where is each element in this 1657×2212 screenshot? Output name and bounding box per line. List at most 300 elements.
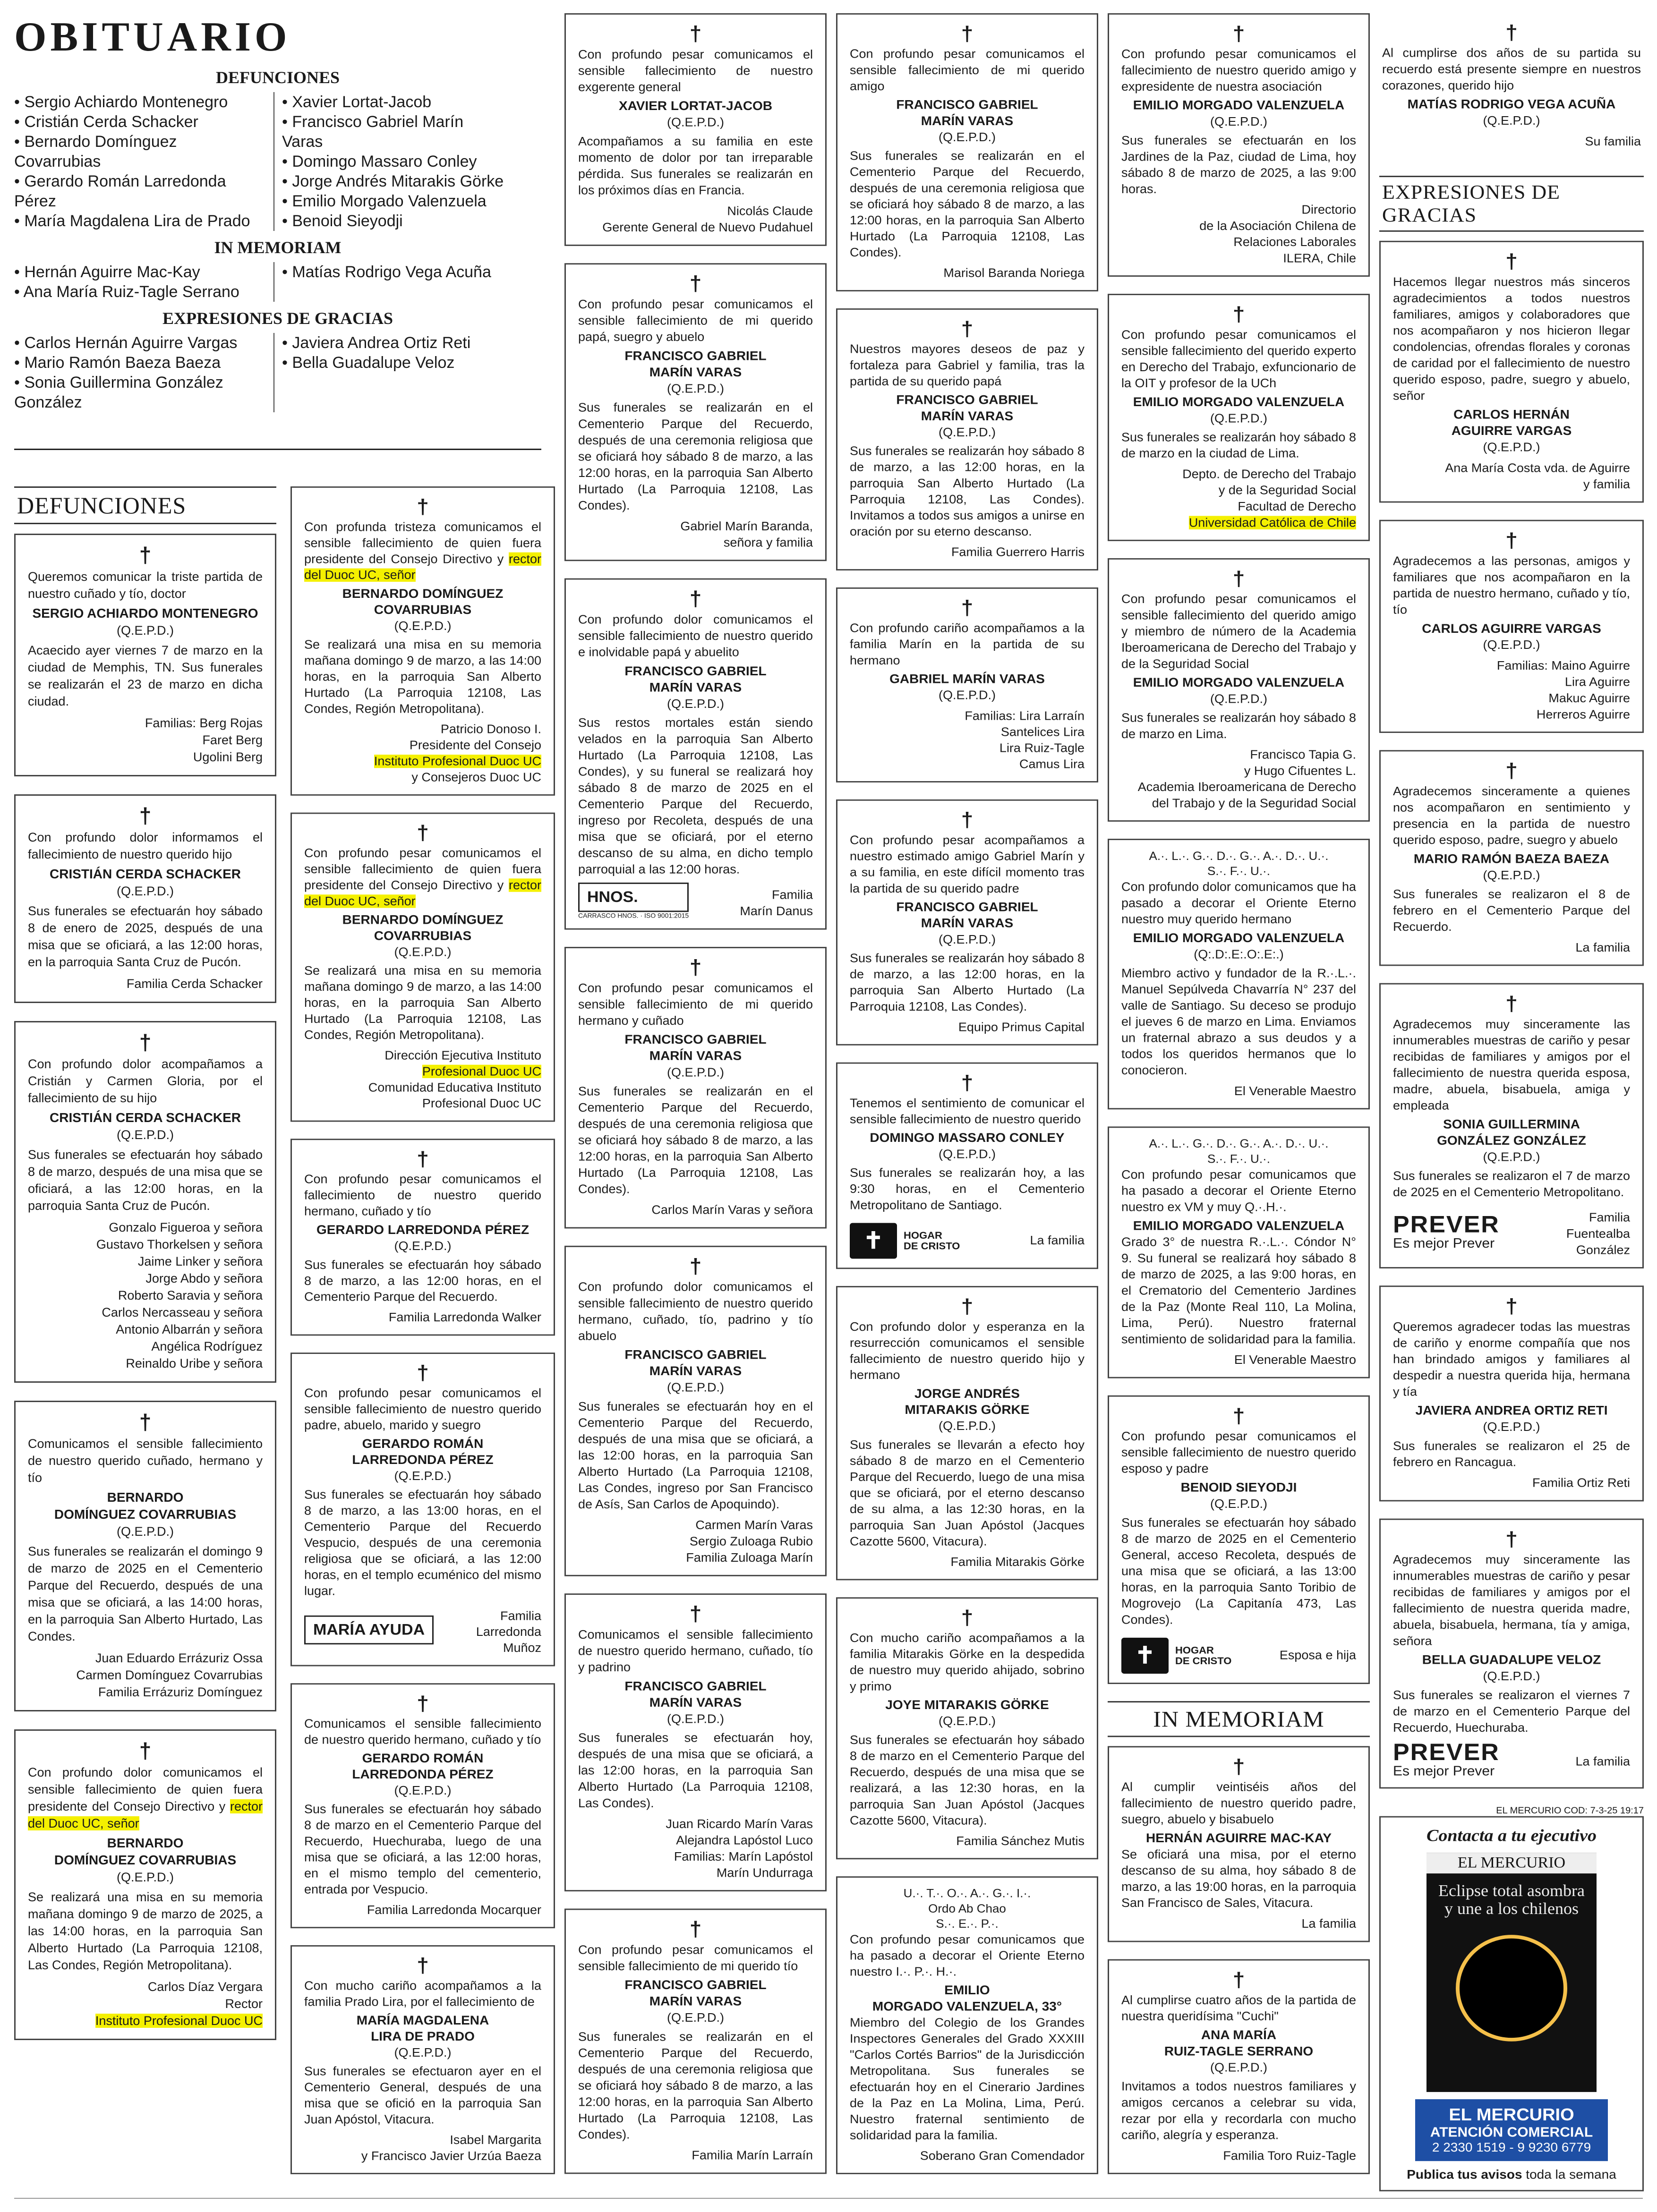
qepd-label: (Q.E.P.D.) bbox=[394, 1784, 452, 1797]
notice-signature: Familia Ortiz Reti bbox=[1532, 1476, 1630, 1490]
notice-intro: Con profundo pesar comunicamos el sensible fallecimiento del querido experto en Derecho del Trabajo, exfuncionario de la OIT y profesor de la UCh bbox=[1121, 328, 1356, 390]
obituary-notice bbox=[836, 13, 1098, 291]
deceased-name: DOMINGO MASSARO CONLEY bbox=[870, 1131, 1065, 1145]
cross-icon: † bbox=[1505, 1294, 1518, 1318]
cross-icon: † bbox=[689, 1602, 702, 1626]
index-entry: • Mario Ramón Baeza Baeza bbox=[14, 354, 221, 372]
notice-signature: Gonzalo Figueroa y señora Gustavo Thorkelsen y señora Jaime Linker y señora Jorge Abdo y señora Roberto Saravia y señora Carlos Nercasseau y señora Antonio Albarrán y señora Angélica Rodríguez Reinaldo Uribe y señora bbox=[96, 1220, 263, 1370]
notice-body: Acaecido ayer viernes 7 de marzo en la ciudad de Memphis, TN. Sus funerales se realizarán el 23 de marzo en dicha ciudad. bbox=[28, 643, 263, 708]
ad-footer: Publica tus avisos toda la semana bbox=[1407, 2167, 1616, 2182]
notice-body: Sus funerales se realizarán el domingo 9 de marzo de 2025 en el Cementerio Parque del Recuerdo, después de una misa que se oficiará, a las 14:00 horas, en la parroquia San Alberto Hurtado, Las Condes. bbox=[28, 1544, 263, 1643]
notice-signature: Familias: Lira Larraín Santelices Lira Lira Ruiz-Tagle Camus Lira bbox=[965, 709, 1085, 771]
notice-intro: Con profundo pesar comunicamos el sensible fallecimiento de mi querido papá, suegro y abuelo bbox=[578, 298, 813, 344]
notice-body: Se realizará una misa en su memoria mañana domingo 9 de marzo de 2025, a las 14:00 horas, en la parroquia San Alberto Hurtado (La Parroquia 12108, Las Condes, Región Metropolitana). bbox=[28, 1890, 263, 1972]
cross-icon: † bbox=[1232, 1967, 1245, 1991]
notice-intro: Queremos agradecer todas las muestras de cariño y enorme compañía que nos han brindado amigos y familiares al despedir a nuestra querida hija, hermana y tía bbox=[1393, 1319, 1630, 1399]
notice-intro: Con profundo pesar comunicamos el fallecimiento de nuestro querido amigo y expresidente de nuestra asociación bbox=[1121, 47, 1356, 94]
notice-intro: Agradecemos sinceramente a quienes nos acompañaron en sentimiento y presencia en la partida de nuestro querido esposo, padre, suegro y abuelo bbox=[1393, 784, 1630, 847]
notice-signature: Familias: Berg Rojas Faret Berg Ugolini Berg bbox=[145, 716, 263, 764]
index-entry: • Javiera Andrea Ortiz Reti bbox=[282, 334, 471, 352]
notice-body: Sus funerales se realizarán hoy sábado 8 de marzo en Lima. bbox=[1121, 711, 1356, 741]
cross-icon: † bbox=[1505, 1527, 1518, 1551]
cross-icon: † bbox=[417, 1692, 429, 1715]
notice-intro: Con profundo pesar comunicamos el sensible fallecimiento de mi querido amigo bbox=[850, 47, 1085, 93]
index-entry: • Francisco Gabriel Marín Varas bbox=[282, 113, 464, 151]
cross-icon: † bbox=[139, 803, 152, 828]
notice-intro: Con mucho cariño acompañamos a la familia Prado Lira, por el fallecimiento de bbox=[304, 1979, 541, 2008]
hogar-icon: ✝ bbox=[1121, 1638, 1169, 1674]
notice-intro: Con profundo pesar comunicamos el sensible fallecimiento de mi querido tío bbox=[578, 1943, 813, 1973]
cross-icon: † bbox=[1232, 22, 1245, 45]
notice-intro: Con profundo pesar comunicamos el sensible fallecimiento de quien fuera presidente del Consejo Directivo y rector del Duoc UC, señor bbox=[304, 846, 541, 908]
qepd-label: (Q.E.P.D.) bbox=[394, 1239, 452, 1253]
notice-intro: Agradecemos a las personas, amigos y familiares que nos acompañaron en la partida de nuestro hermano, cuñado y tío, tío bbox=[1393, 554, 1630, 617]
deceased-name: FRANCISCO GABRIEL MARÍN VARAS bbox=[624, 1347, 767, 1378]
cross-icon: † bbox=[961, 1071, 974, 1094]
notice-intro: Con mucho cariño acompañamos a la familia Mitarakis Görke en la despedida de nuestro muy querido ahijado, sobrino y primo bbox=[850, 1631, 1085, 1693]
notice-signature: Familia Larredonda Mocarquer bbox=[367, 1903, 541, 1917]
highlighted-text: Universidad Católica de Chile bbox=[1188, 516, 1356, 530]
notice-body: Sus funerales se realizaron el viernes 7 de marzo en el Cementerio Parque del Recuerdo, Huechuraba. bbox=[1393, 1688, 1630, 1735]
index-entry: • María Magdalena Lira de Prado bbox=[14, 212, 250, 230]
cross-icon: † bbox=[417, 1361, 429, 1385]
obituary-notice bbox=[1108, 1126, 1370, 1378]
obituary-notice bbox=[1108, 294, 1370, 541]
deceased-name: CARLOS AGUIRRE VARGAS bbox=[1422, 621, 1601, 636]
notice-body: Sus funerales se realizarán en el Cementerio Parque del Recuerdo, después de una ceremonia religiosa que se oficiará hoy sábado 8 de marzo, a las 12:00 horas, en la parroquia San Alberto Hurtado (La Parroquia 12108, Las Condes). bbox=[578, 2030, 813, 2142]
notice-body: Invitamos a todos nuestros familiares y amigos cercanos a celebrar su vida, rezar por ella y recordarla con mucho cariño, alegría y esperanza. bbox=[1121, 2079, 1356, 2142]
column-2 bbox=[290, 486, 555, 2191]
notice-list bbox=[14, 534, 276, 2040]
deceased-name: MATÍAS RODRIGO VEGA ACUÑA bbox=[1407, 97, 1616, 111]
deceased-name: HERNÁN AGUIRRE MAC-KAY bbox=[1145, 1831, 1332, 1845]
cross-icon: † bbox=[1505, 528, 1518, 552]
notice-footer bbox=[1393, 1205, 1630, 1258]
column-1 bbox=[14, 486, 276, 2058]
highlighted-text: Instituto Profesional Duoc UC bbox=[95, 2014, 263, 2028]
cross-icon: † bbox=[139, 1738, 152, 1763]
qepd-label: (Q.E.P.D.) bbox=[1210, 1497, 1268, 1511]
hogar-de-cristo-logo bbox=[850, 1223, 960, 1259]
highlighted-text: Instituto Profesional Duoc UC bbox=[374, 754, 541, 768]
memoriam-notice bbox=[1379, 13, 1644, 159]
index-entry: • Jorge Andrés Mitarakis Görke bbox=[282, 172, 504, 190]
notice-signature: Patricio Donoso I. Presidente del Consejo Instituto Profesional Duoc UC y Consejeros Duoc UC bbox=[374, 723, 541, 784]
logo bbox=[850, 1217, 960, 1259]
cross-icon: † bbox=[689, 587, 702, 611]
notice-intro: Con profundo dolor informamos el fallecimiento de nuestro querido hijo bbox=[28, 830, 263, 861]
index-list-right bbox=[273, 333, 541, 412]
index-entry: • Cristián Cerda Schacker bbox=[14, 113, 198, 131]
notice-signature: Soberano Gran Comendador bbox=[920, 2149, 1085, 2163]
deceased-name: FRANCISCO GABRIEL MARÍN VARAS bbox=[624, 1032, 767, 1063]
deceased-name: CRISTIÁN CERDA SCHACKER bbox=[50, 867, 241, 881]
cross-icon: † bbox=[1505, 991, 1518, 1015]
memoriam-list bbox=[1108, 1746, 1370, 2174]
hogar-icon: ✝ bbox=[850, 1223, 897, 1259]
notice-signature: Carlos Díaz Vergara Rector Instituto Profesional Duoc UC bbox=[95, 1980, 263, 2028]
notice-list bbox=[290, 486, 555, 2174]
qepd-label: (Q.E.P.D.) bbox=[666, 1065, 725, 1080]
notice-signature: Depto. de Derecho del Trabajo y de la Seguridad Social Facultad de Derecho Universidad Católica de Chile bbox=[1182, 467, 1356, 530]
notice-footer bbox=[1121, 1633, 1356, 1674]
notice-intro: Con profundo dolor comunicamos el sensible fallecimiento de nuestro querido hermano, cuñado, tío, padrino y tío abuelo bbox=[578, 1280, 813, 1343]
notice-list bbox=[836, 13, 1098, 2174]
obituary-notice bbox=[14, 534, 276, 776]
advertisement[interactable] bbox=[1379, 1816, 1644, 2192]
obituary-notice bbox=[564, 579, 827, 930]
notice-intro: Con profundo pesar comunicamos el sensible fallecimiento de nuestro querido padre, abuelo, marido y suegro bbox=[304, 1386, 541, 1432]
qepd-label: (Q.E.P.D.) bbox=[938, 1419, 996, 1433]
obituary-notice bbox=[1108, 558, 1370, 822]
qepd-label: (Q.E.P.D.) bbox=[666, 382, 725, 396]
qepd-label: (Q.E.P.D.) bbox=[666, 697, 725, 711]
notice-body: Sus funerales se realizarán en el Cementerio Parque del Recuerdo, después de una ceremonia religiosa que se oficiará hoy sábado 8 de marzo, a las 12:00 horas, en la parroquia San Alberto Hurtado (La Parroquia 12108, Las Condes). bbox=[578, 400, 813, 512]
highlighted-text: rector del Duoc UC, señor bbox=[28, 1799, 263, 1830]
highlighted-text: rector del Duoc UC, señor bbox=[304, 878, 541, 908]
notice-body: Se realizará una misa en su memoria mañana domingo 9 de marzo, a las 14:00 horas, en la parroquia San Alberto Hurtado (La Parroquia 12108, Las Condes, Región Metropolitana). bbox=[304, 964, 541, 1042]
deceased-name: BERNARDO DOMÍNGUEZ COVARRUBIAS bbox=[54, 1490, 237, 1522]
notice-body: Miembro activo y fundador de la R.·.L.·. Manuel Sepúlveda Chavarría N° 237 del valle de Santiago. Su deceso se produjo el jueves 6 de marzo en Lima. Enviamos un fraternal abrazo a sus deudos y a todos los queridos hermanos que lo conocieron. bbox=[1121, 966, 1356, 1077]
obituary-notice bbox=[290, 1139, 555, 1336]
notice-signature: La familia bbox=[1575, 940, 1630, 954]
qepd-label: (Q.E.P.D.) bbox=[116, 1524, 174, 1539]
notice-intro: Con profundo pesar comunicamos el fallecimiento de nuestro querido hermano, cuñado y tío bbox=[304, 1172, 541, 1218]
section-header-expresiones: EXPRESIONES DE GRACIAS bbox=[1379, 176, 1644, 232]
masonic-header: U.·. T.·. O.·. A.·. G.·. I.·. Ordo Ab Chao S.·. E.·. P.·. bbox=[903, 1886, 1031, 1931]
notice-signature: Ana María Costa vda. de Aguirre y familia bbox=[1445, 461, 1630, 491]
obituary-notice bbox=[836, 308, 1098, 570]
cross-icon: † bbox=[961, 317, 974, 340]
qepd-label: (Q.E.P.D.) bbox=[666, 2011, 725, 2025]
index-memoriam-heading: IN MEMORIAM bbox=[214, 238, 342, 257]
prever-logo: PREVER bbox=[1393, 1739, 1500, 1766]
logo bbox=[578, 882, 689, 919]
notice-signature: Marisol Baranda Noriega bbox=[943, 266, 1085, 280]
cross-icon: † bbox=[417, 494, 429, 518]
cross-icon: † bbox=[139, 543, 152, 567]
hogar-de-cristo-logo bbox=[1121, 1638, 1231, 1674]
qepd-label: (Q.E.P.D.) bbox=[938, 1147, 996, 1161]
obituary-notice bbox=[1379, 983, 1644, 1268]
notice-intro: Con profundo dolor comunicamos el sensible fallecimiento de quien fuera presidente del Consejo Directivo y rector del Duoc UC, señor bbox=[28, 1765, 263, 1830]
notice-signature: Familia Fuentealba González bbox=[1566, 1210, 1630, 1257]
qepd-label: (Q:.D:.E:.O:.E:.) bbox=[1194, 947, 1284, 961]
obituary-notice bbox=[1108, 13, 1370, 277]
notice-signature: Directorio de la Asociación Chilena de Relaciones Laborales ILERA, Chile bbox=[1199, 203, 1356, 265]
notice-signature: La familia bbox=[1030, 1234, 1085, 1247]
notice-intro: Al cumplir veintiséis años del fallecimiento de nuestro querido padre, suegro, abuelo y bisabuelo bbox=[1121, 1780, 1356, 1826]
notice-signature: Familias: Maino Aguirre Lira Aguirre Makuc Aguirre Herreros Aguirre bbox=[1496, 659, 1630, 722]
highlighted-text: Profesional Duoc UC bbox=[422, 1064, 541, 1078]
notice-signature: Familia Mitarakis Görke bbox=[950, 1555, 1085, 1569]
deceased-name: SERGIO ACHIARDO MONTENEGRO bbox=[32, 606, 258, 621]
obituary-notice bbox=[564, 1593, 827, 1891]
logo bbox=[1121, 1633, 1231, 1674]
obituary-notice bbox=[836, 1597, 1098, 1859]
index-entry: • Bernardo Domínguez Covarrubias bbox=[14, 133, 177, 170]
qepd-label: (Q.E.P.D.) bbox=[938, 130, 996, 144]
obituary-notice bbox=[836, 1286, 1098, 1580]
qepd-label: (Q.E.P.D.) bbox=[1210, 411, 1268, 425]
hogar-text: HOGAR DE CRISTO bbox=[904, 1229, 960, 1252]
index-entry: • Emilio Morgado Valenzuela bbox=[282, 192, 487, 210]
deceased-name: CRISTIÁN CERDA SCHACKER bbox=[50, 1110, 241, 1125]
cross-icon: † bbox=[417, 1147, 429, 1171]
cross-icon: † bbox=[417, 1953, 429, 1977]
qepd-label: (Q.E.P.D.) bbox=[1483, 1669, 1540, 1683]
notice-body: Sus funerales se efectuarán en los Jardines de la Paz, ciudad de Lima, hoy sábado 8 de marzo de 2025, a las 9:00 horas. bbox=[1121, 134, 1356, 196]
hogar-text: HOGAR DE CRISTO bbox=[1175, 1644, 1232, 1667]
page-bottom-rule bbox=[14, 2198, 1643, 2199]
notice-intro: Nuestros mayores deseos de paz y fortaleza para Gabriel y familia, tras la partida de su querido papá bbox=[850, 342, 1085, 388]
obituary-notice bbox=[1379, 13, 1644, 159]
notice-signature: Esposa e hija bbox=[1279, 1648, 1356, 1662]
notice-signature: Equipo Primus Capital bbox=[958, 1020, 1085, 1034]
cross-icon: † bbox=[689, 955, 702, 979]
obituary-notice bbox=[14, 1021, 276, 1383]
logo bbox=[1393, 1212, 1500, 1250]
deceased-name: GERARDO ROMÁN LARREDONDA PÉREZ bbox=[352, 1751, 494, 1781]
notice-intro: Con profundo pesar comunicamos el sensible fallecimiento de mi querido hermano y cuñado bbox=[578, 981, 813, 1028]
obituary-notice bbox=[14, 1729, 276, 2040]
notice-intro: Con profundo pesar acompañamos a nuestro estimado amigo Gabriel Marín y a su familia, en este difícil momento tras la partida de su querido padre bbox=[850, 833, 1085, 895]
deceased-name: XAVIER LORTAT-JACOB bbox=[618, 99, 773, 113]
deceased-name: FRANCISCO GABRIEL MARÍN VARAS bbox=[624, 349, 767, 379]
obituary-notice bbox=[1379, 520, 1644, 733]
notice-body: Sus funerales se efectuarán hoy sábado 8 de marzo, a las 12:00 horas, en el Cementerio Parque del Recuerdo. bbox=[304, 1258, 541, 1304]
notice-intro: Con profundo dolor comunicamos que ha pasado a decorar el Oriente Eterno nuestro muy querido hermano bbox=[1121, 880, 1356, 926]
notice-signature: Familia Marín Danus bbox=[740, 888, 813, 918]
notice-signature: Juan Ricardo Marín Varas Alejandra Lapóstol Luco Familias: Marín Lapóstol Marín Undurraga bbox=[666, 1817, 813, 1880]
cross-icon: † bbox=[1505, 20, 1518, 44]
index-entry: • Domingo Massaro Conley bbox=[282, 153, 477, 170]
cross-icon: † bbox=[689, 272, 702, 296]
notice-signature: Nicolás Claude Gerente General de Nuevo Pudahuel bbox=[602, 204, 813, 234]
obituary-notice bbox=[564, 263, 827, 561]
notice-signature: La familia bbox=[1301, 1917, 1356, 1931]
obituary-notice bbox=[1108, 1959, 1370, 2174]
qepd-label: (Q.E.P.D.) bbox=[116, 1128, 174, 1142]
deceased-name: FRANCISCO GABRIEL MARÍN VARAS bbox=[896, 97, 1038, 128]
notice-intro: Hacemos llegar nuestros más sinceros agradecimientos a todos nuestros familiares, amigos y colaboradores que nos acompañaron y nos hicieron llegar condolencias, ofrendas florales y coronas de caridad por el fallecimiento de nuestro querido esposo, padre, suegro y abuelo, señor bbox=[1393, 275, 1630, 403]
newspaper-image bbox=[1426, 1853, 1597, 2092]
index-entry: • Benoid Sieyodji bbox=[282, 212, 403, 230]
qepd-label: (Q.E.P.D.) bbox=[938, 425, 996, 439]
notice-intro: Queremos comunicar la triste partida de nuestro cuñado y tío, doctor bbox=[28, 570, 263, 601]
prever-tagline: Es mejor Prever bbox=[1393, 1236, 1495, 1251]
qepd-label: (Q.E.P.D.) bbox=[116, 1870, 174, 1884]
qepd-label: (Q.E.P.D.) bbox=[1210, 692, 1268, 706]
notice-signature: Familia Cerda Schacker bbox=[126, 977, 263, 991]
index-entry: • Ana María Ruiz-Tagle Serrano bbox=[14, 283, 239, 301]
obituary-notice bbox=[564, 13, 827, 246]
index-list-right bbox=[273, 92, 541, 231]
column-6 bbox=[1379, 13, 1644, 2191]
cross-icon: † bbox=[1232, 567, 1245, 590]
notice-body: Sus funerales se realizaron el 8 de febrero en el Cementerio Parque del Recuerdo. bbox=[1393, 887, 1630, 934]
qepd-label: (Q.E.P.D.) bbox=[394, 945, 452, 959]
qepd-label: (Q.E.P.D.) bbox=[666, 1380, 725, 1395]
index-list-left bbox=[14, 333, 273, 412]
index-entry: • Xavier Lortat-Jacob bbox=[282, 93, 432, 111]
column-5 bbox=[1108, 13, 1370, 2191]
notice-body: Sus funerales se realizarán hoy, a las 9:30 horas, en el Cementerio Metropolitano de Santiago. bbox=[850, 1166, 1085, 1212]
logo-caption: CARRASCO HNOS. · ISO 9001:2015 bbox=[578, 911, 689, 919]
notice-footer bbox=[304, 1603, 541, 1656]
notice-footer bbox=[1393, 1740, 1630, 1778]
notice-body: Sus restos mortales están siendo velados en la parroquia San Alberto Hurtado (La Parroquia 12108, Las Condes), y su funeral se realizará hoy sábado 8 de marzo de 2025 en el Cementerio Parque del Recuerdo, ingreso por Recoleta, después de una misa que se oficiará, por el eterno descanso de su alma, en dicho templo parroquial a las 12:00 horas. bbox=[578, 716, 813, 876]
cross-icon: † bbox=[1232, 302, 1245, 326]
qepd-label: (Q.E.P.D.) bbox=[116, 623, 174, 638]
obituary-notice bbox=[564, 1246, 827, 1576]
index-gracias-list bbox=[14, 333, 541, 412]
obituary-notice bbox=[290, 1353, 555, 1666]
notice-intro: Tenemos el sentimiento de comunicar el sensible fallecimiento de nuestro querido bbox=[850, 1096, 1085, 1126]
obituary-notice bbox=[14, 1401, 276, 1711]
newspaper-masthead: EL MERCURIO bbox=[1426, 1853, 1597, 1873]
obituary-notice bbox=[564, 947, 827, 1228]
obituary-notice bbox=[836, 800, 1098, 1046]
deceased-name: BERNARDO DOMÍNGUEZ COVARRUBIAS bbox=[342, 587, 504, 617]
qepd-label: (Q.E.P.D.) bbox=[666, 115, 725, 129]
ad-title: Contacta a tu ejecutivo bbox=[1426, 1826, 1597, 1845]
qepd-label: (Q.E.P.D.) bbox=[116, 884, 174, 898]
notice-signature: Familia Larredonda Walker bbox=[388, 1310, 541, 1324]
newspaper-headline: Eclipse total asombra y une a los chilenos bbox=[1438, 1881, 1585, 1918]
index-list-left bbox=[14, 92, 273, 231]
notice-intro: Comunicamos el sensible fallecimiento de nuestro querido hermano, cuñado y tío bbox=[304, 1717, 541, 1747]
cross-icon: † bbox=[139, 1410, 152, 1434]
qepd-label: (Q.E.P.D.) bbox=[1483, 638, 1540, 652]
deceased-name: EMILIO MORGADO VALENZUELA bbox=[1133, 931, 1345, 945]
qepd-label: (Q.E.P.D.) bbox=[394, 1469, 452, 1483]
index-gracias-heading: EXPRESIONES DE GRACIAS bbox=[162, 309, 393, 328]
obituary-notice bbox=[1108, 839, 1370, 1109]
deceased-name: EMILIO MORGADO VALENZUELA bbox=[1133, 98, 1345, 112]
cross-icon: † bbox=[1232, 1754, 1245, 1778]
index-entry: • Sonia Guillermina González González bbox=[14, 374, 223, 411]
logo bbox=[1393, 1740, 1500, 1778]
index-memoriam-list bbox=[14, 262, 541, 302]
obituary-notice bbox=[1379, 1519, 1644, 1789]
cross-icon: † bbox=[961, 808, 974, 832]
notice-body: Sus funerales se realizarán hoy sábado 8 de marzo, a las 12:00 horas, en la parroquia San Alberto Hurtado (La Parroquia 12108, Las Condes). Invitamos a todos sus amigos a unirse en oración por su eterno descanso. bbox=[850, 444, 1085, 538]
notice-list bbox=[564, 13, 827, 2174]
index-entry: • Bella Guadalupe Veloz bbox=[282, 354, 455, 372]
notice-body: Acompañamos a su familia en este momento de dolor por tan irreparable pérdida. Sus funerales se realizarán en los próximos días en Francia. bbox=[578, 134, 813, 197]
notice-body: Sus funerales se efectuarán hoy sábado 8 de marzo en el Cementerio Parque del Recuerdo, Huechuraba, luego de una misa que se oficiará, a las 12:00 horas, en el mismo templo del cementerio, entrada por Vespucio. bbox=[304, 1803, 541, 1897]
qepd-label: (Q.E.P.D.) bbox=[1210, 2060, 1268, 2075]
cross-icon: † bbox=[689, 22, 702, 46]
notice-body: Sus funerales se efectuaron ayer en el Cementerio General, después de una misa que se ofició en la parroquia San Juan Apóstol, Vitacura. bbox=[304, 2064, 541, 2127]
notice-intro: Con profunda tristeza comunicamos el sensible fallecimiento de quien fuera presidente del Consejo Directivo y rector del Duoc UC, señor bbox=[304, 520, 541, 582]
cross-icon: † bbox=[689, 1254, 702, 1278]
deceased-name: FRANCISCO GABRIEL MARÍN VARAS bbox=[624, 664, 767, 695]
notice-signature: Francisco Tapia G. y Hugo Cifuentes L. Academia Iberoamericana de Derecho del Trabajo y de la Seguridad Social bbox=[1137, 748, 1356, 810]
deceased-name: EMILIO MORGADO VALENZUELA bbox=[1133, 675, 1345, 689]
deceased-name: ANA MARÍA RUIZ-TAGLE SERRANO bbox=[1164, 2028, 1314, 2059]
deceased-name: MARIO RAMÓN BAEZA BAEZA bbox=[1413, 851, 1610, 866]
notice-intro: Agradecemos muy sinceramente las innumerables muestras de cariño y pesar recibidas de familiares y amigos por el fallecimiento de nuestra querida madre, abuela, bisabuela, hermana, tía y amiga, señora bbox=[1393, 1553, 1630, 1648]
notice-body: Se oficiará una misa, por el eterno descanso de su alma, hoy sábado 8 de marzo, a las 19:00 horas, en la parroquia San Francisco de Sales, Vitacura. bbox=[1121, 1847, 1356, 1910]
notice-intro: Al cumplirse cuatro años de la partida de nuestra queridísima "Cuchi" bbox=[1121, 1993, 1356, 2023]
notice-intro: Comunicamos el sensible fallecimiento de nuestro querido hermano, cuñado, tío y padrino bbox=[578, 1628, 813, 1674]
index-entry: • Sergio Achiardo Montenegro bbox=[14, 93, 228, 111]
index-divider bbox=[14, 449, 541, 450]
notice-signature: Familia Toro Ruiz-Tagle bbox=[1223, 2149, 1356, 2163]
eclipse-image bbox=[1456, 1935, 1567, 2042]
cross-icon: † bbox=[417, 821, 429, 844]
obituary-notice bbox=[290, 486, 555, 796]
notice-signature: Dirección Ejecutiva Instituto Profesional Duoc UC Comunidad Educativa Instituto Profesional Duoc UC bbox=[368, 1048, 541, 1110]
index-defunciones-list bbox=[14, 92, 541, 231]
qepd-label: (Q.E.P.D.) bbox=[1210, 115, 1268, 128]
gracias-list bbox=[1379, 241, 1644, 1789]
deceased-name: FRANCISCO GABRIEL MARÍN VARAS bbox=[624, 1679, 767, 1710]
deceased-name: MARÍA MAGDALENA LIRA DE PRADO bbox=[356, 2013, 489, 2043]
notice-body: Sus funerales se efectuarán hoy sábado 8 de marzo en el Cementerio Parque del Recuerdo, después de una misa que se realizará, a las 12:30 horas, en la parroquia San Juan Apóstol (Jacques Cazotte 5600, Vitacura). bbox=[850, 1733, 1085, 1828]
notice-footer bbox=[850, 1217, 1085, 1259]
cross-icon: † bbox=[961, 21, 974, 45]
obituary-index bbox=[14, 13, 541, 412]
qepd-label: (Q.E.P.D.) bbox=[394, 619, 452, 633]
notice-signature: Juan Eduardo Errázuriz Ossa Carmen Domínguez Covarrubias Familia Errázuriz Domínguez bbox=[76, 1651, 263, 1699]
logo-mark: HNOS. bbox=[578, 882, 689, 911]
qepd-label: (Q.E.P.D.) bbox=[666, 1712, 725, 1726]
notice-signature: El Venerable Maestro bbox=[1234, 1353, 1356, 1367]
cross-icon: † bbox=[1232, 1404, 1245, 1428]
index-entry: • Hernán Aguirre Mac-Kay bbox=[14, 263, 200, 281]
attention-phones: 2 2330 1519 - 9 9230 6779 bbox=[1432, 2140, 1591, 2154]
index-entry: • Matías Rodrigo Vega Acuña bbox=[282, 263, 491, 281]
notice-intro: Con profundo dolor acompañamos a Cristián y Carmen Gloria, por el fallecimiento de su hijo bbox=[28, 1057, 263, 1105]
qepd-label: (Q.E.P.D.) bbox=[1483, 1150, 1540, 1164]
deceased-name: EMILIO MORGADO VALENZUELA bbox=[1133, 395, 1345, 409]
notice-intro: Al cumplirse dos años de su partida su recuerdo está presente siempre en nuestros corazones, querido hijo bbox=[1382, 46, 1641, 93]
qepd-label: (Q.E.P.D.) bbox=[1483, 868, 1540, 882]
cross-icon: † bbox=[961, 1606, 974, 1629]
obituary-notice bbox=[836, 587, 1098, 783]
qepd-label: (Q.E.P.D.) bbox=[394, 2046, 452, 2059]
notice-body: Miembro del Colegio de los Grandes Inspectores Generales del Grado XXXIII "Carlos Cortés Barrios" de la Jurisdicción Metropolitana. Sus funerales se efectuarán hoy en el Cinerario Jardines de la Paz en La Molina, Lima, Perú. Nuestro fraternal sentimiento de solidaridad para la familia. bbox=[850, 2016, 1085, 2142]
notice-body: Sus funerales se realizarán hoy sábado 8 de marzo en la ciudad de Lima. bbox=[1121, 430, 1356, 460]
deceased-name: GERARDO LARREDONDA PÉREZ bbox=[316, 1223, 530, 1237]
notice-body: Sus funerales se realizarán en el Cementerio Parque del Recuerdo, después de una ceremonia religiosa que se oficiará hoy sábado 8 de marzo, a las 12:00 horas, en la parroquia San Alberto Hurtado (La Parroquia 12108, Las Condes). bbox=[578, 1084, 813, 1196]
attention-badge bbox=[1415, 2099, 1608, 2161]
notice-body: Sus funerales se realizaron el 25 de febrero en Rancagua. bbox=[1393, 1439, 1630, 1469]
logo-mark: MARÍA AYUDA bbox=[304, 1615, 434, 1644]
obituary-notice bbox=[290, 1683, 555, 1928]
obituary-notice bbox=[290, 1945, 555, 2174]
deceased-name: GABRIEL MARÍN VARAS bbox=[889, 672, 1045, 686]
index-entry: • Gerardo Román Larredonda Pérez bbox=[14, 172, 226, 210]
notice-signature: La familia bbox=[1575, 1754, 1630, 1769]
notice-intro: Agradecemos muy sinceramente las innumerables muestras de cariño y pesar recibidas de familiares y amigos por el fallecimiento de nuestra querida esposa, madre, abuela, bisabuela, amiga y empleada bbox=[1393, 1017, 1630, 1113]
notice-list bbox=[1108, 13, 1370, 1684]
deceased-name: EMILIO MORGADO VALENZUELA bbox=[1133, 1218, 1345, 1233]
deceased-name: GERARDO ROMÁN LARREDONDA PÉREZ bbox=[352, 1437, 494, 1467]
notice-intro: Con profundo pesar comunicamos el sensible fallecimiento del querido amigo y miembro de número de la Academia Iberoamericana de Derecho del Trabajo y de la Seguridad Social bbox=[1121, 592, 1356, 671]
obituary-notice bbox=[1379, 1285, 1644, 1501]
obituary-notice bbox=[836, 1876, 1098, 2174]
notice-body: Sus funerales se efectuarán hoy sábado 8 de marzo de 2025 en el Cementerio General, acceso Recoleta, después de una misa que se oficiará, a las 13:00 horas, en la parroquia Santo Toribio de Mogrovejo (La Capitanía 473, Las Condes). bbox=[1121, 1515, 1356, 1627]
cross-icon: † bbox=[139, 1030, 152, 1055]
notice-intro: Comunicamos el sensible fallecimiento de nuestro querido cuñado, hermano y tío bbox=[28, 1437, 263, 1485]
notice-signature: Familia Sánchez Mutis bbox=[956, 1834, 1085, 1848]
notice-signature: Carmen Marín Varas Sergio Zuloaga Rubio Familia Zuloaga Marín bbox=[686, 1518, 813, 1565]
logo bbox=[304, 1615, 434, 1644]
